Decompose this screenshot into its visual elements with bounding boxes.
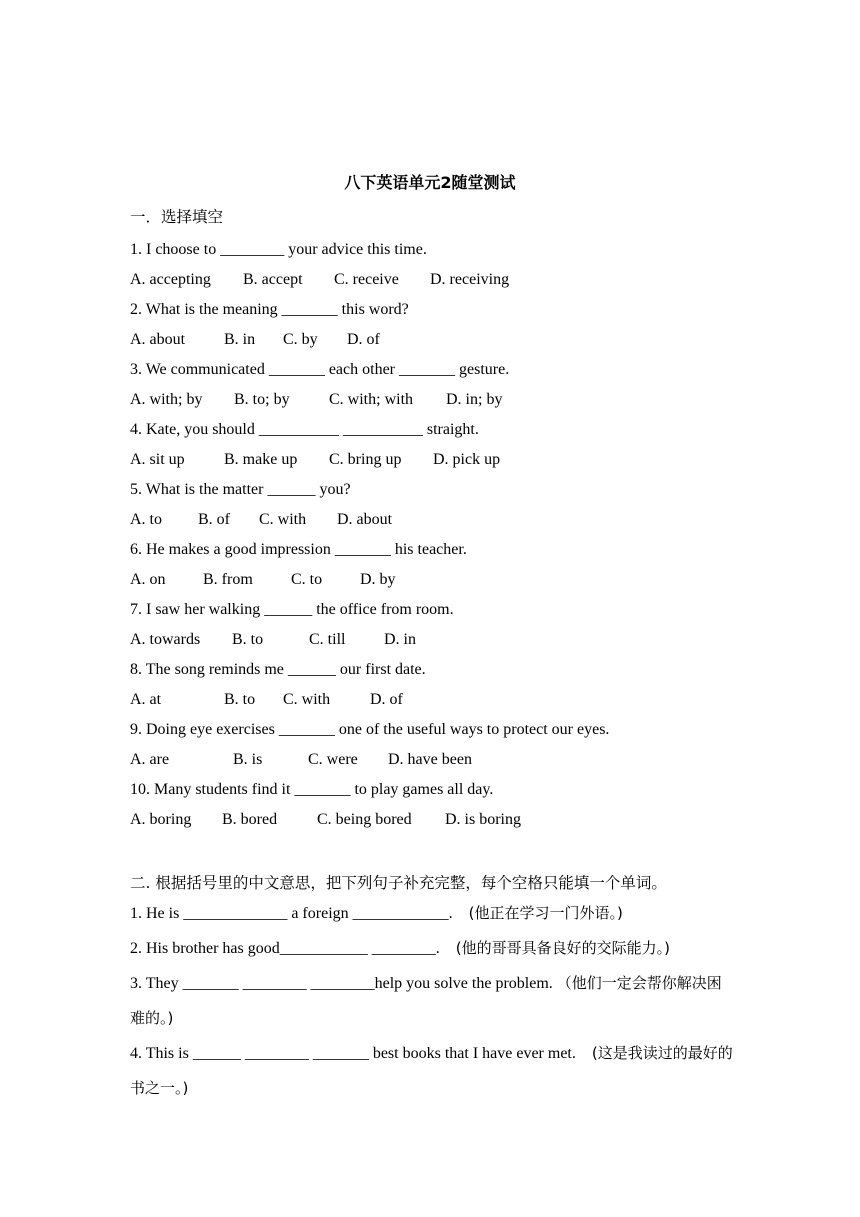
- option-d: D. in; by: [446, 391, 503, 408]
- option-a: A. accepting: [130, 271, 211, 288]
- fill-item-3-sentence: 3. They _______ ________ ________help you solve the problem.: [130, 975, 553, 992]
- question-4-stem: 4. Kate, you should __________ __________ straight.: [130, 421, 479, 438]
- option-b: B. to; by: [234, 391, 290, 408]
- option-c: C. being bored: [317, 811, 412, 828]
- option-a: A. with; by: [130, 391, 203, 408]
- option-a: A. are: [130, 751, 170, 768]
- option-b: B. to: [224, 691, 256, 708]
- question-1-stem: 1. I choose to ________ your advice this time.: [130, 241, 427, 258]
- question-10-stem: 10. Many students find it _______ to play games all day.: [130, 781, 494, 798]
- section1-heading: 一．选择填空: [130, 208, 224, 226]
- option-c: C. to: [291, 571, 323, 588]
- fill-item-4-hint: (这是我读过的最好的书之一。): [130, 1044, 733, 1097]
- option-b: B. to: [232, 631, 264, 648]
- option-c: C. were: [308, 751, 358, 768]
- option-c: C. by: [283, 331, 318, 348]
- question-7-stem: 7. I saw her walking ______ the office from room.: [130, 601, 454, 618]
- option-b: B. from: [203, 571, 253, 588]
- section2-heading: 二. 根据括号里的中文意思，把下列句子补充完整，每个空格只能填一个单词。: [130, 874, 667, 892]
- option-a: A. sit up: [130, 451, 185, 468]
- option-c: C. with: [259, 511, 307, 528]
- fill-item-2: [130, 931, 735, 966]
- fill-item-3: [130, 966, 735, 1036]
- option-d: D. of: [347, 331, 380, 348]
- question-8-stem: 8. The song reminds me ______ our first date.: [130, 661, 426, 678]
- fill-item-2-sentence: 2. His brother has good___________ ________.: [130, 940, 440, 957]
- option-a: A. towards: [130, 631, 201, 648]
- question-9-stem: 9. Doing eye exercises _______ one of the useful ways to protect our eyes.: [130, 721, 610, 738]
- option-a: A. boring: [130, 811, 192, 828]
- question-3-stem: 3. We communicated _______ each other _______ gesture.: [130, 361, 510, 378]
- option-a: A. on: [130, 571, 166, 588]
- question-2-stem: 2. What is the meaning _______ this word?: [130, 301, 409, 318]
- page-title: 八下英语单元2随堂测试: [344, 173, 516, 192]
- fill-item-1: [130, 896, 735, 931]
- option-c: C. with; with: [329, 391, 414, 408]
- option-d: D. by: [360, 571, 396, 588]
- option-d: D. about: [337, 511, 393, 528]
- option-d: D. is boring: [445, 811, 521, 828]
- option-c: C. receive: [334, 271, 399, 288]
- option-a: A. about: [130, 331, 186, 348]
- question-5-stem: 5. What is the matter ______ you?: [130, 481, 351, 498]
- fill-item-2-hint: (他的哥哥具备良好的交际能力。): [455, 939, 670, 957]
- fill-item-1-hint: (他正在学习一门外语。): [468, 904, 623, 922]
- option-b: B. in: [224, 331, 256, 348]
- option-d: D. pick up: [433, 451, 501, 468]
- fill-item-3-hint: （他们一定会帮你解决困难的。): [130, 974, 722, 1027]
- option-d: D. of: [370, 691, 403, 708]
- fill-item-4: [130, 1036, 735, 1106]
- option-c: C. with: [283, 691, 331, 708]
- fill-item-4-sentence: 4. This is ______ ________ _______ best books that I have ever met.: [130, 1045, 576, 1062]
- fill-item-1-sentence: 1. He is _____________ a foreign ____________.: [130, 905, 453, 922]
- option-d: D. have been: [388, 751, 472, 768]
- option-b: B. is: [233, 751, 263, 768]
- option-d: D. receiving: [430, 271, 510, 288]
- option-b: B. make up: [224, 451, 298, 468]
- option-b: B. bored: [222, 811, 278, 828]
- option-b: B. accept: [243, 271, 303, 288]
- option-d: D. in: [384, 631, 416, 648]
- option-b: B. of: [198, 511, 230, 528]
- option-c: C. till: [309, 631, 346, 648]
- option-c: C. bring up: [329, 451, 402, 468]
- question-6-stem: 6. He makes a good impression _______ his teacher.: [130, 541, 467, 558]
- option-a: A. at: [130, 691, 162, 708]
- option-a: A. to: [130, 511, 162, 528]
